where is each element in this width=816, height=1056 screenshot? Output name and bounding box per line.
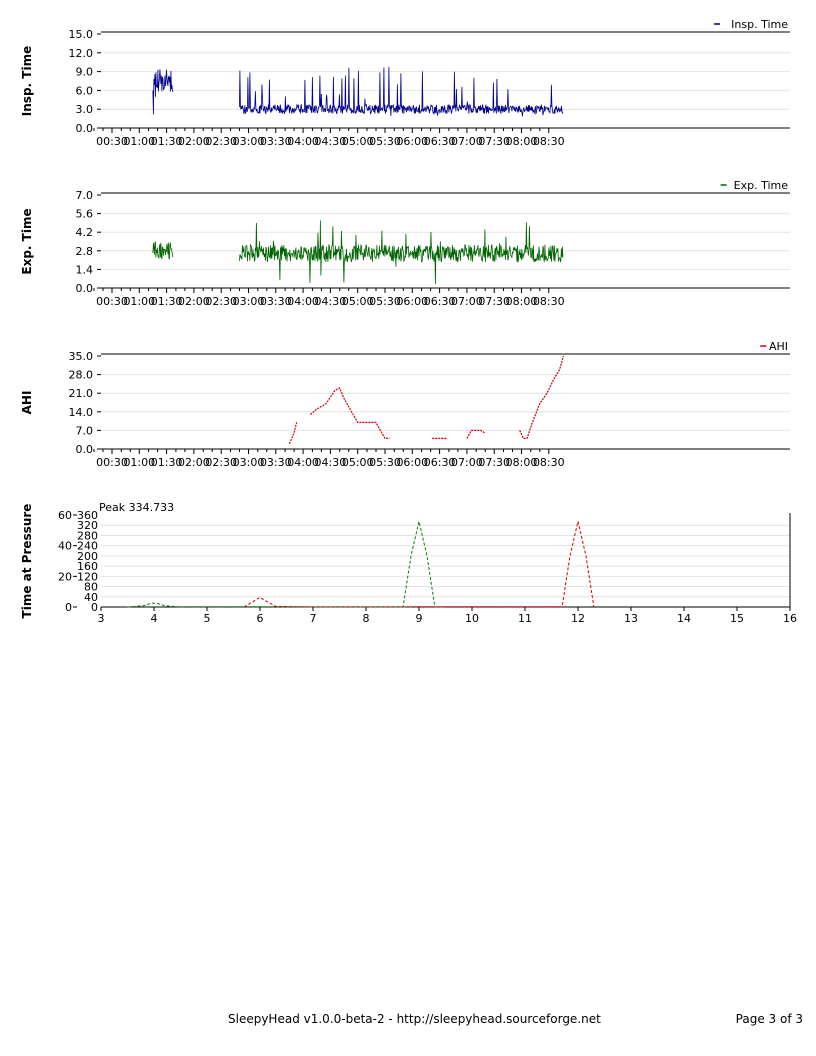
x-tick-label: 07:00 (451, 295, 483, 308)
x-tick-label: 15 (730, 612, 744, 625)
x-tick-label: 08:30 (532, 456, 565, 469)
y-tick-label: 7.0 (75, 424, 93, 438)
x-tick-label: 03:00 (232, 456, 265, 469)
x-tick-label: 07:30 (478, 295, 511, 308)
y-tick-label: 0.0 (75, 122, 93, 135)
x-tick-label: 08:30 (532, 135, 565, 148)
x-tick-label: 7 (309, 612, 317, 625)
footer-app-info: SleepyHead v1.0.0-beta-2 - http://sleepyhead.sourceforge.net (228, 1012, 601, 1026)
y-tick-label: 80 (84, 580, 98, 594)
y-tick-label: 160 (77, 560, 98, 574)
x-tick-label: 04:00 (287, 135, 319, 148)
footer-page-number: Page 3 of 3 (735, 1012, 803, 1026)
x-tick-label: 12 (571, 612, 585, 625)
y-tick-label: 28.0 (68, 368, 93, 382)
y-tick-label: 2.8 (75, 244, 93, 258)
x-tick-label: 05:00 (341, 135, 374, 148)
x-tick-label: 06:30 (423, 295, 456, 308)
x-tick-label: 07:30 (478, 135, 511, 148)
x-tick-label: 04:30 (314, 456, 347, 469)
x-tick-label: 10 (465, 612, 479, 625)
y-left-tick-label: 0 (65, 601, 72, 614)
x-tick-label: 03:30 (259, 135, 292, 148)
x-tick-label: 02:30 (205, 135, 238, 148)
x-tick-label: 6 (256, 612, 264, 625)
x-tick-label: 02:30 (205, 295, 238, 308)
y-tick-label: 12.0 (68, 46, 93, 60)
x-tick-label: 16 (783, 612, 797, 625)
y-axis-label: Exp. Time (20, 208, 34, 275)
y-axis-label: Insp. Time (20, 45, 34, 117)
legend-label: AHI (768, 340, 788, 353)
x-tick-label: 01:30 (150, 456, 183, 469)
y-axis-label: AHI (20, 390, 34, 415)
legend-label: Exp. Time (733, 179, 788, 192)
y-left-tick-label: 40 (58, 539, 72, 553)
x-tick-label: 02:30 (205, 456, 238, 469)
x-tick-label: 04:30 (314, 295, 347, 308)
x-tick-label: 06:00 (396, 135, 429, 148)
x-tick-label: 06:00 (396, 295, 429, 308)
y-left-tick-label: 20 (58, 570, 72, 584)
x-tick-label: 03:30 (259, 295, 292, 308)
x-tick-label: 13 (624, 612, 638, 625)
x-tick-label: 4 (150, 612, 158, 625)
x-tick-label: 05:30 (369, 456, 401, 469)
x-tick-label: 14 (677, 612, 691, 625)
y-tick-label: 120 (77, 570, 98, 584)
x-tick-label: 04:00 (287, 456, 319, 469)
y-tick-label: 360 (77, 509, 98, 522)
y-tick-label: 15.0 (68, 28, 93, 41)
x-tick-label: 06:00 (396, 456, 429, 469)
x-tick-label: 00:30 (96, 135, 128, 148)
ahi-segment-5 (520, 356, 564, 438)
x-tick-label: 00:30 (96, 295, 128, 308)
peak-annotation: Peak 334.733 (99, 501, 175, 514)
chart-2 (20, 179, 790, 308)
chart-3 (20, 340, 790, 469)
x-tick-label: 01:30 (150, 135, 183, 148)
y-tick-label: 200 (77, 549, 98, 563)
pressure-series-2 (244, 521, 594, 607)
y-tick-label: 280 (77, 529, 98, 543)
x-tick-label: 08:00 (505, 456, 538, 469)
x-tick-label: 06:30 (423, 135, 456, 148)
y-tick-label: 4.2 (75, 226, 93, 240)
x-tick-label: 03:00 (232, 295, 265, 308)
y-tick-label: 14.0 (68, 405, 93, 419)
x-tick-label: 01:00 (123, 135, 156, 148)
x-tick-label: 02:00 (178, 135, 210, 148)
x-tick-label: 01:00 (123, 295, 156, 308)
x-tick-label: 07:00 (451, 135, 483, 148)
x-tick-label: 5 (203, 612, 211, 625)
y-tick-label: 0.0 (75, 443, 93, 456)
series-trace-2 (239, 221, 563, 285)
x-tick-label: 01:30 (150, 295, 183, 308)
ahi-segment-4 (467, 430, 485, 438)
y-tick-label: 6.0 (75, 84, 93, 98)
y-tick-label: 5.6 (75, 207, 93, 221)
y-tick-label: 3.0 (75, 103, 93, 117)
ahi-segment-1 (289, 422, 296, 443)
x-tick-label: 9 (415, 612, 423, 625)
x-tick-label: 05:30 (369, 135, 401, 148)
series-trace-1 (153, 69, 173, 114)
chart-1 (20, 18, 790, 148)
x-tick-label: 01:00 (123, 456, 156, 469)
x-tick-label: 08:30 (532, 295, 565, 308)
x-tick-label: 04:00 (287, 295, 319, 308)
x-tick-label: 03:30 (259, 456, 292, 469)
x-tick-label: 07:30 (478, 456, 511, 469)
y-tick-label: 9.0 (75, 65, 93, 79)
x-tick-label: 11 (518, 612, 532, 625)
y-tick-label: 1.4 (75, 263, 93, 277)
series-trace-1 (153, 242, 173, 259)
x-tick-label: 08:00 (505, 135, 538, 148)
y-left-tick-label: 60 (58, 509, 72, 522)
y-axis-label: Time at Pressure (20, 503, 34, 619)
y-tick-label: 240 (77, 539, 98, 553)
y-tick-label: 35.0 (68, 350, 93, 363)
x-tick-label: 04:30 (314, 135, 347, 148)
pressure-series-1 (128, 521, 446, 607)
x-tick-label: 03:00 (232, 135, 265, 148)
x-tick-label: 02:00 (178, 295, 210, 308)
x-tick-label: 00:30 (96, 456, 128, 469)
y-tick-label: 21.0 (68, 387, 93, 401)
x-tick-label: 07:00 (451, 456, 483, 469)
y-tick-label: 7.0 (75, 189, 93, 202)
y-tick-label: 0 (91, 601, 98, 614)
x-tick-label: 8 (362, 612, 370, 625)
y-tick-label: 0.0 (75, 282, 93, 295)
x-tick-label: 06:30 (423, 456, 456, 469)
x-tick-label: 3 (97, 612, 105, 625)
chart-4 (20, 501, 797, 625)
x-tick-label: 05:00 (341, 295, 374, 308)
x-tick-label: 05:00 (341, 456, 374, 469)
x-tick-label: 08:00 (505, 295, 538, 308)
y-tick-label: 40 (84, 590, 98, 604)
x-tick-label: 02:00 (178, 456, 210, 469)
y-tick-label: 320 (77, 519, 98, 533)
legend-label: Insp. Time (731, 18, 788, 31)
x-tick-label: 05:30 (369, 295, 401, 308)
